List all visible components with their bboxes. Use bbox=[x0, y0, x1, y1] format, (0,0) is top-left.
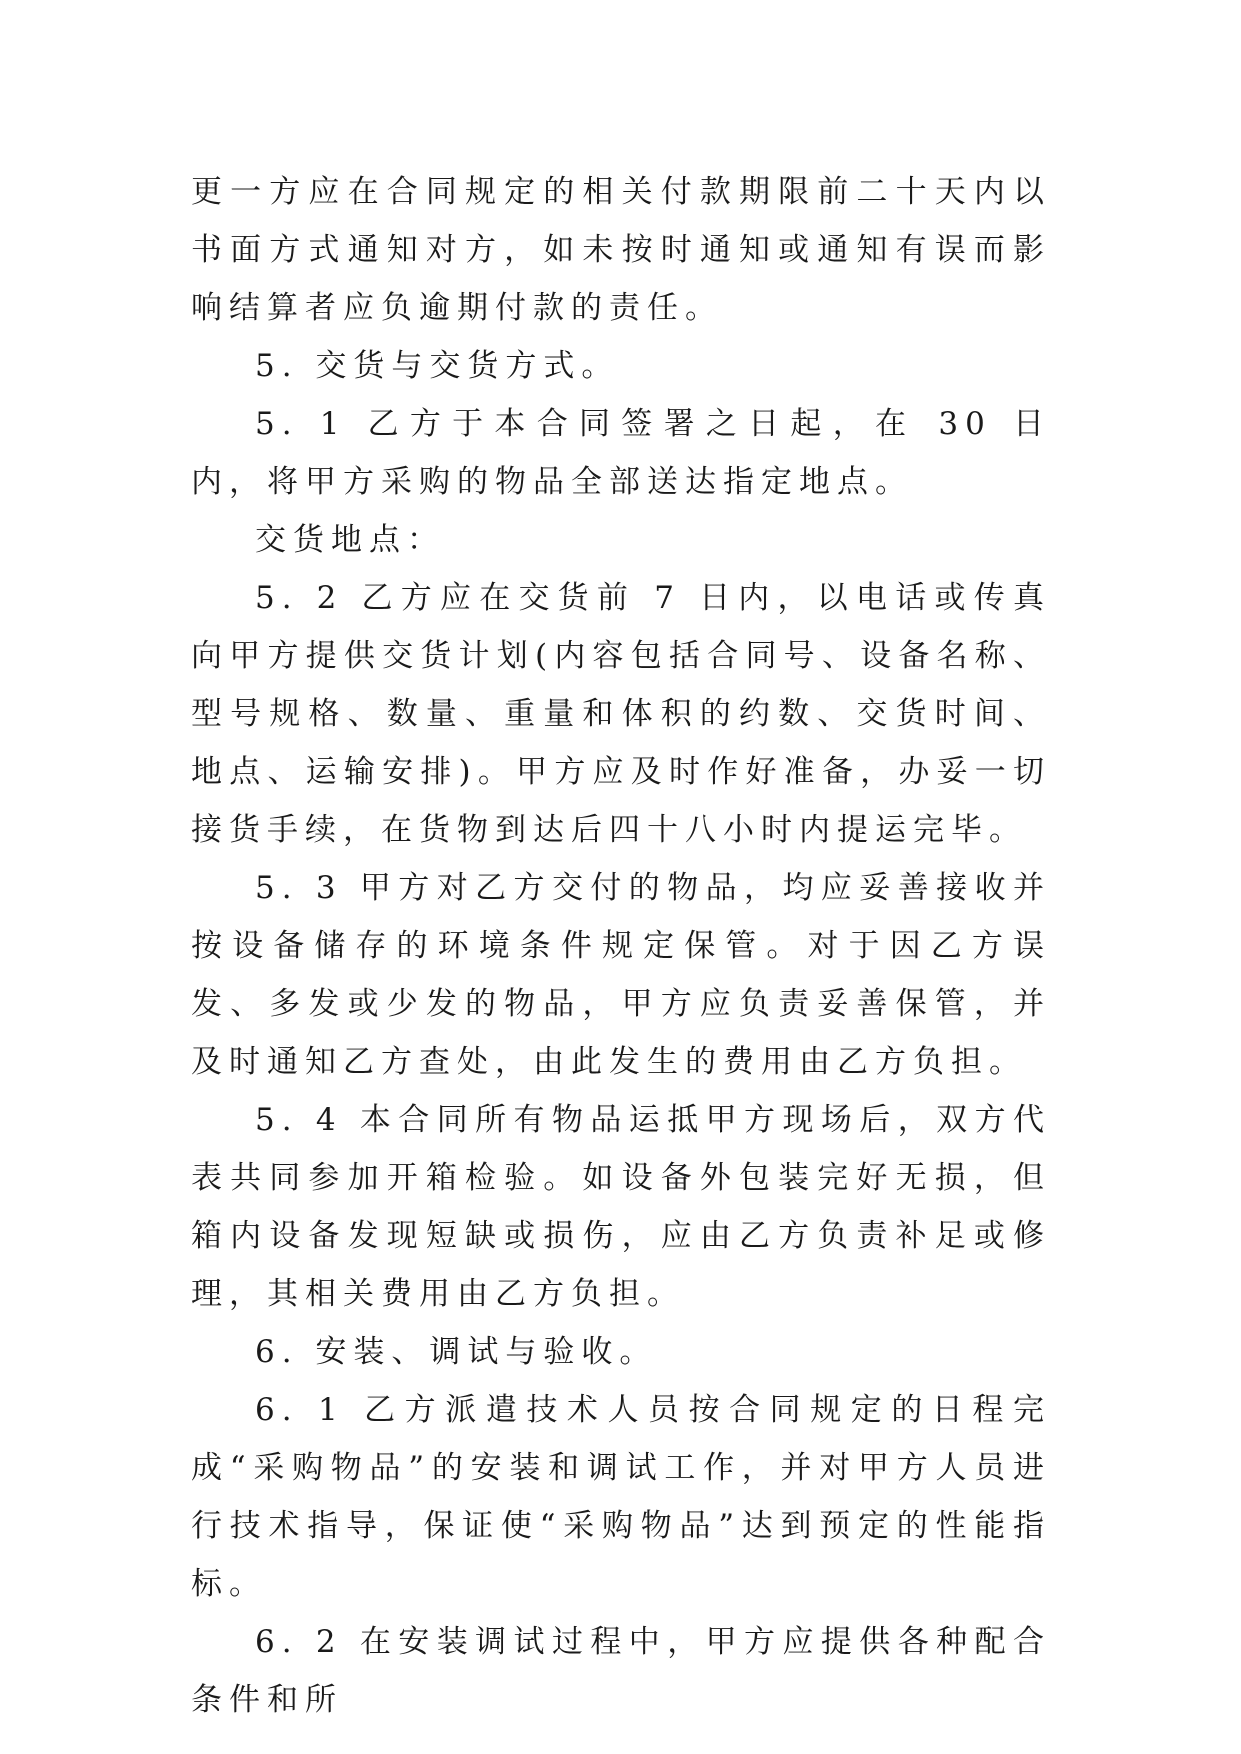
paragraph-section-6-1: 6. 1 乙方派遣技术人员按合同规定的日程完成“采购物品”的安装和调试工作，并对甲方人员进行技术指导，保证使“采购物品”达到预定的性能指标。 bbox=[191, 1392, 1051, 1602]
paragraph-payment-notice: 更一方应在合同规定的相关付款期限前二十天内以书面方式通知对方，如未按时通知或通知有误而影响结算者应负逾期付款的责任。 bbox=[191, 174, 1051, 326]
paragraph-section-5-4: 5. 4 本合同所有物品运抵甲方现场后，双方代表共同参加开箱检验。如设备外包装完好无损，但箱内设备发现短缺或损伤，应由乙方负责补足或修理，其相关费用由乙方负担。 bbox=[191, 1102, 1051, 1312]
contract-body bbox=[191, 163, 1051, 1729]
paragraph-delivery-location: 交货地点： bbox=[255, 522, 445, 558]
paragraph-section-6-2: 6. 2 在安装调试过程中，甲方应提供各种配合条件和所 bbox=[191, 1624, 1051, 1718]
paragraph-section-5-heading: 5. 交货与交货方式。 bbox=[255, 348, 620, 384]
paragraph-section-6-heading: 6. 安装、调试与验收。 bbox=[255, 1334, 658, 1370]
paragraph-section-5-3: 5. 3 甲方对乙方交付的物品，均应妥善接收并按设备储存的环境条件规定保管。对于因乙方误发、多发或少发的物品，甲方应负责妥善保管，并及时通知乙方查处，由此发生的费用由乙方负担。 bbox=[191, 870, 1051, 1080]
paragraph-section-5-1: 5. 1 乙方于本合同签署之日起，在 30 日内，将甲方采购的物品全部送达指定地点。 bbox=[191, 406, 1051, 500]
paragraph-section-5-2: 5. 2 乙方应在交货前 7 日内，以电话或传真向甲方提供交货计划(内容包括合同号、设备名称、型号规格、数量、重量和体积的约数、交货时间、地点、运输安排)。甲方应及时作好准备，办妥一切接货手续，在货物到达后四十八小时内提运完毕。 bbox=[191, 580, 1051, 848]
